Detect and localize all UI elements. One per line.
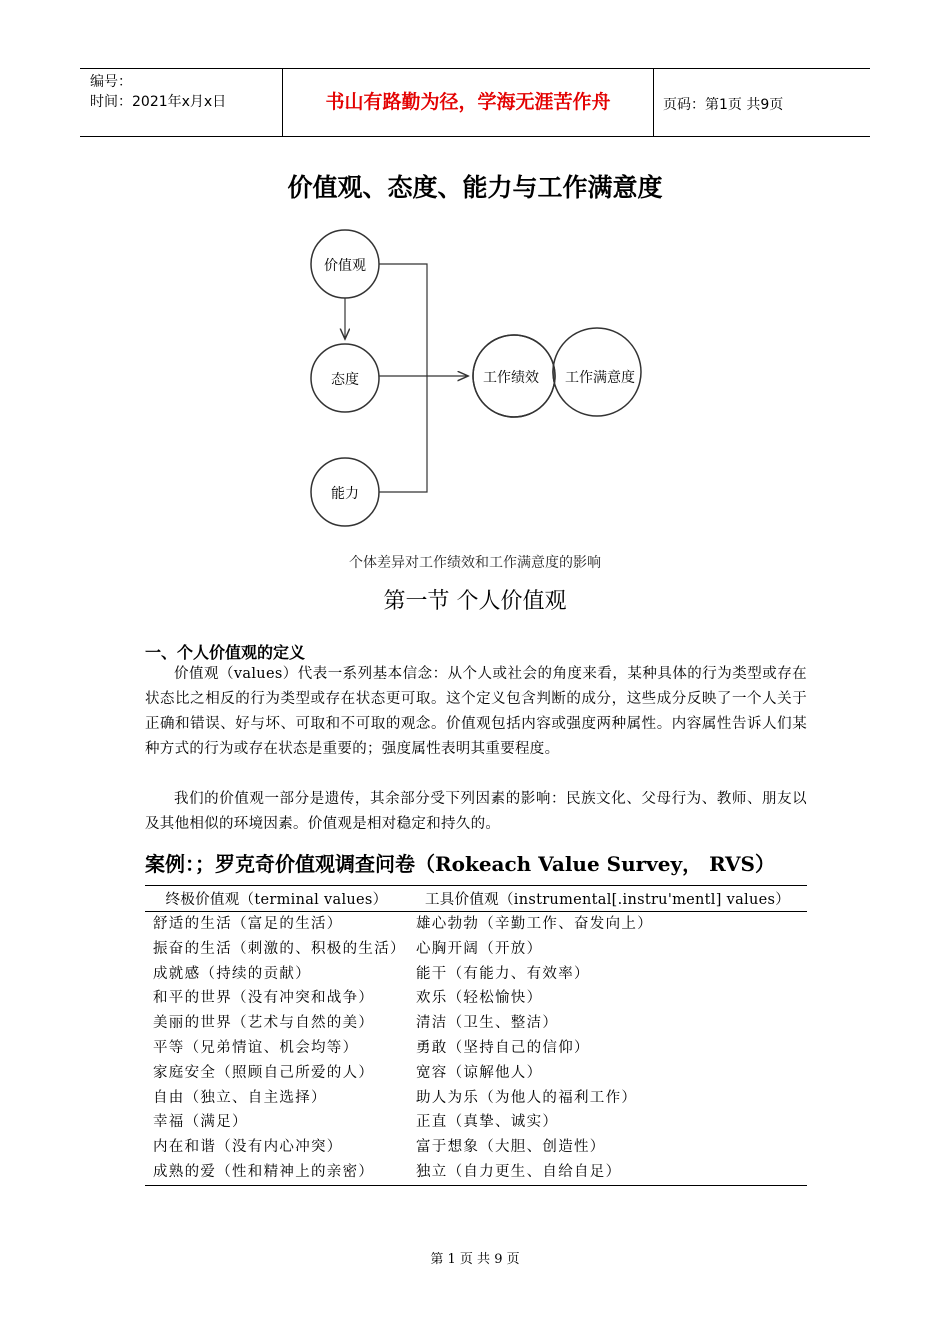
terminal-value: 自由（独立、自主选择） [153, 1089, 327, 1106]
instrumental-value: 雄心勃勃（辛勤工作、奋发向上） [416, 916, 653, 932]
page-number-label: 页码：第1页 共9页 [663, 97, 784, 113]
table-header-row [145, 886, 807, 912]
instrumental-value: 正直（真挚、诚实） [416, 1114, 559, 1131]
header-motto: 书山有路勤为径，学海无涯苦作舟 [283, 69, 654, 136]
table-row [145, 1086, 807, 1111]
subsection-title: 一、个人价值观的定义 [145, 643, 306, 662]
table-row [145, 986, 807, 1011]
terminal-value: 平等（兄弟情谊、机会均等） [153, 1039, 359, 1056]
paragraph-definition: 价值观（values）代表一系列基本信念：从个人或社会的角度来看，某种具体的行为类型或存在状态比之相反的行为类型或存在状态更可取。这个定义包含判断的成分，这些成分反映了一个人关于正确和错误、好与坏、可取和不可取的观念。价值观包括内容或强度两种属性。内容属性告诉人们某种方式的行为或存在状态是重要的；强度属性表明其重要程度。 [145, 666, 807, 757]
terminal-value: 和平的世界（没有冲突和战争） [153, 990, 375, 1007]
terminal-value: 成熟的爱（性和精神上的亲密） [145, 1160, 408, 1185]
diagram-caption: 个体差异对工作绩效和工作满意度的影响 [349, 555, 601, 571]
attitude-label: 态度 [331, 372, 359, 388]
instrumental-values-header: 工具价值观（instrumental[.instru'mentl] values） [408, 886, 807, 912]
table-row [145, 937, 807, 962]
table-row [145, 1036, 807, 1061]
terminal-value: 美丽的世界（艺术与自然的美） [153, 1015, 375, 1032]
terminal-value: 振奋的生活（刺激的、积极的生活） [153, 940, 406, 957]
connector-bracket [379, 264, 427, 492]
time-label: 时间：2021年x月x日 [90, 94, 227, 110]
instrumental-value: 富于想象（大胆、创造性） [416, 1139, 606, 1156]
table-row [145, 1160, 807, 1185]
terminal-value: 舒适的生活（富足的生活） [153, 916, 343, 932]
table-row [145, 1011, 807, 1036]
paragraph-influences: 我们的价值观一部分是遗传，其余部分受下列因素的影响：民族文化、父母行为、教师、朋友以及其他相似的环境因素。价值观是相对稳定和持久的。 [145, 791, 807, 832]
instrumental-value: 勇敢（坚持自己的信仰） [416, 1039, 590, 1056]
individual-differences-diagram [300, 222, 660, 532]
instrumental-value: 心胸开阔（开放） [416, 940, 543, 957]
terminal-value: 幸福（满足） [153, 1114, 248, 1131]
instrumental-value: 清洁（卫生、整洁） [416, 1015, 559, 1032]
instrumental-value: 助人为乐（为他人的福利工作） [416, 1089, 638, 1106]
satisfaction-label: 工作满意度 [565, 370, 635, 386]
instrumental-value: 能干（有能力、有效率） [416, 965, 590, 982]
instrumental-value: 宽容（谅解他人） [416, 1064, 543, 1081]
values-label: 价值观 [324, 258, 366, 274]
page-header [80, 68, 870, 137]
document-title: 价值观、态度、能力与工作满意度 [287, 173, 663, 202]
ability-label: 能力 [331, 486, 359, 502]
header-info-cell [80, 69, 283, 136]
table-row [145, 1135, 807, 1160]
case-heading: 案例：；罗克奇价值观调查问卷（Rokeach Value Survey， RVS） [145, 852, 775, 876]
instrumental-value: 独立（自力更生、自给自足） [408, 1160, 807, 1185]
terminal-values-header: 终极价值观（terminal values） [145, 886, 408, 912]
terminal-value: 家庭安全（照顾自己所爱的人） [153, 1064, 375, 1081]
table-row [145, 1061, 807, 1086]
section-title: 第一节 个人价值观 [383, 589, 567, 614]
terminal-value: 内在和谐（没有内心冲突） [153, 1139, 343, 1156]
table-row [145, 912, 807, 937]
terminal-value: 成就感（持续的贡献） [153, 965, 311, 982]
number-label: 编号： [90, 74, 132, 90]
instrumental-value: 欢乐（轻松愉快） [416, 990, 543, 1007]
table-row [145, 1110, 807, 1135]
table-row [145, 962, 807, 987]
rokeach-values-table [145, 885, 807, 1186]
page-footer: 第 1 页 共 9 页 [430, 1252, 520, 1267]
performance-label: 工作绩效 [483, 370, 539, 386]
